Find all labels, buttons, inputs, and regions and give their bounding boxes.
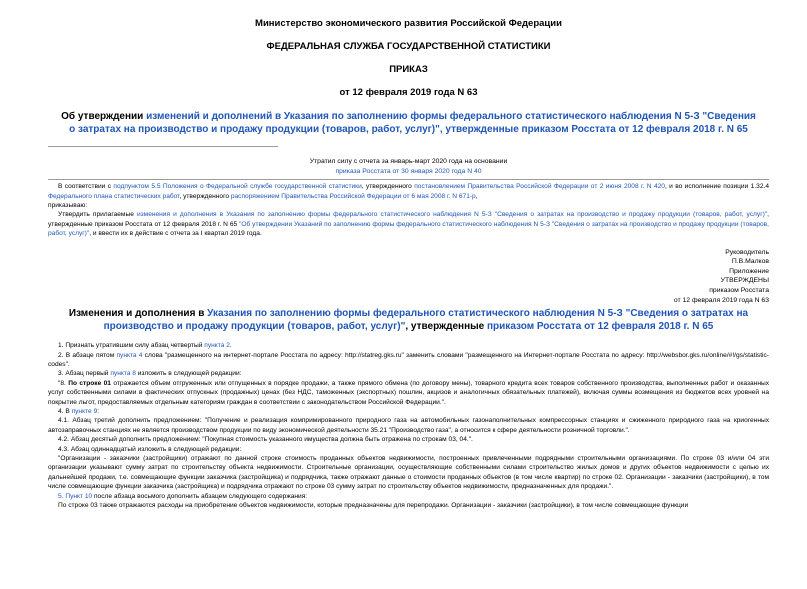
link-government-order[interactable]: распоряжением Правительства Российской Федерации от 6 мая 2008 г. N 671-р <box>230 192 476 200</box>
preamble-text: , и во исполнение позиции 1.32.4 <box>664 183 769 191</box>
appendix-label: Приложение <box>729 267 769 275</box>
item-text: 1. Признать утратившим силу абзац четвертый <box>58 342 205 350</box>
preamble-text: , <box>475 192 478 200</box>
link-point-9[interactable]: пункте 9 <box>71 408 98 416</box>
service-name: ФЕДЕРАЛЬНАЯ СЛУЖБА ГОСУДАРСТВЕННОЙ СТАТИСТИКИ <box>266 41 551 52</box>
item-text: "8. <box>58 379 69 387</box>
preamble-text: , утвержденного <box>361 183 415 191</box>
preamble <box>48 182 769 201</box>
item-text: после абзаца восьмого дополнить абзацем следующего содержания: <box>92 492 308 500</box>
link-regulation[interactable]: подпунктом 5.5 Положения о Федеральной службе государственной статистики <box>113 183 362 191</box>
status-note <box>48 157 769 176</box>
item-4-2: 4.2. Абзац десятый дополнить предложением: "Покупная стоимость указанного имущества должна быть отражена по строкам 03, 04.". <box>58 436 473 444</box>
signature-block <box>48 248 769 267</box>
item-text: 2. В абзаце пятом <box>58 351 117 359</box>
item-text: 3. Абзац первый <box>58 370 111 378</box>
document-title <box>48 110 769 136</box>
item-4-3-quote: "Организации - заказчики (застройщики) отражают по данной строке стоимость проданных объектов недвижимости, построенных привлеченными подрядными строительными организациями. По строке 03 и/или 04 эти организации указывают сумму затрат по строительству объекта недвижимости. Строительные организации, осуществляющие собственными силами строительство жилых домов и других объектов недвижимости с целью их дальнейшей продажи, т.е. совмещающие функции заказчика (застройщика) и подрядчика, также отражают данные о стоимости проданных объектов (в том числе квартир) по строке 02. Организации - заказчики (застройщики), в том числе совмещающие функции заказчика (застройщика) и подрядчика отражают по строке 03 сумму затрат по строительству объектов недвижимости, предназначенных для продажи.". <box>48 455 769 491</box>
status-note-link[interactable]: приказа Росстата от 30 января 2020 года N 40 <box>335 167 482 175</box>
link-point-2[interactable]: пункта 2 <box>204 342 230 350</box>
link-point-10[interactable]: 5. Пункт 10 <box>58 492 93 500</box>
item-text: . <box>229 342 232 350</box>
ministry-name: Министерство экономического развития Российской Федерации <box>255 18 562 29</box>
item-text: слова "размещенного на интернет-портале Росстата по адресу: http://statreg.gks.ru" заменить словами "размещенного на Интернет-портале Росстата по адресу: http://websbor.gks.ru/online/#!/gs/statistic-codes". <box>48 351 769 368</box>
link-point-8[interactable]: пункта 8 <box>110 370 136 378</box>
status-note-text: Утратил силу с отчета за январь-март 2020 года на основании <box>309 158 508 165</box>
changes-title <box>48 307 769 333</box>
item-5 <box>48 492 769 501</box>
link-point-4[interactable]: пункта 4 <box>116 351 143 359</box>
preamble-text: В соответствии с <box>58 183 114 191</box>
signature-name: П.В.Малков <box>731 258 769 266</box>
preamble-text: , утвержденного <box>179 192 231 200</box>
item-5-quote: По строке 03 также отражаются расходы на приобретение объектов недвижимости, которые предназначены для перепродажи. Организации - заказчики (застройщики), в том числе совмещающие функции <box>58 502 689 510</box>
appendix-order: приказом Росстата <box>709 287 769 294</box>
item-3 <box>48 369 769 378</box>
changes-title-link[interactable]: Указания по заполнению формы федерального статистического наблюдения N 5-З "Сведения о затратах на производство и продажу продукции (товаров, работ, услуг)" <box>103 308 749 333</box>
item-1 <box>48 341 769 350</box>
item-text: : <box>97 408 99 416</box>
item-2 <box>48 351 769 370</box>
item-text: изложить в следующей редакции: <box>135 370 242 378</box>
approve-text: , и ввести их в действие с отчета за I квартал 2019 года. <box>89 230 262 238</box>
link-order-65[interactable]: "Об утверждении Указаний по заполнению формы федерального статистического наблюдения N 5-З "Сведения о затратах на производство и продажу продукции (товаров, работ, услуг)" <box>48 220 769 238</box>
appendix-block <box>48 267 769 305</box>
changes-title-prefix: Изменения и дополнения в <box>68 308 208 320</box>
item-bold: По строке 01 <box>68 379 111 387</box>
changes-list <box>48 341 769 510</box>
changes-title-order-link[interactable]: приказом Росстата от 12 февраля 2018 г. N 65 <box>487 321 714 333</box>
title-link[interactable]: изменений и дополнений в Указания по заполнению формы федерального статистического наблюдения N 5-З "Сведения о затратах на производство и продажу продукции (товаров, работ, услуг)", утвержденные приказом Росстата от 12 февраля 2018 г. N 65 <box>69 111 756 135</box>
approve-text: , утвержденные приказом Росстата от 12 февраля 2018 г. N 65 <box>48 211 769 228</box>
appendix-date: от 12 февраля 2019 года N 63 <box>673 296 769 304</box>
changes-title-mid: , утвержденные <box>405 321 488 333</box>
item-4-1: 4.1. Абзац третий дополнить предложением: "Получение и реализация компримированного природного газа на автомобильных газонаполнительных компрессорных станциях и сжиженного природного газа на криогенных автозаправочных станциях не является производством продукции по виду экономической деятельности 35.21 "Производство газа", а относится к сфере деятельности розничной торговли.". <box>48 417 769 434</box>
signature-role: Руководитель <box>725 248 769 256</box>
item-text: отражается объем отгруженных или отпущенных в порядке продажи, а также прямого обмена (по договору мены), товарного кредита всех товаров собственного производства, выполненных работ и оказанных услуг собственными силами в фактических отпускных (продажных) ценах (без НДС, таможенных (экспортных) пошлин, акцизов и аналогичных обязательных платежей), включая суммы возмещения из бюджетов всех уровней на покрытие льгот, предоставляемых отдельным категориям граждан в соответствии с законодательством Российской Федерации.". <box>48 379 770 406</box>
doc-type: ПРИКАЗ <box>389 64 428 75</box>
orders-line: приказываю: <box>48 202 88 209</box>
item-text: 4. В <box>58 408 72 416</box>
item-4-3: 4.3. Абзац одиннадцатый изложить в следующей редакции: <box>58 445 242 453</box>
doc-date: от 12 февраля 2019 года N 63 <box>339 87 478 98</box>
title-prefix: Об утверждении <box>61 111 147 122</box>
link-government-resolution[interactable]: постановлением Правительства Российской Федерации от 2 июня 2008 г. N 420 <box>414 183 665 191</box>
approve-paragraph <box>48 210 769 238</box>
title-separator <box>48 146 278 147</box>
status-separator <box>48 179 769 180</box>
item-4 <box>48 407 769 416</box>
document-page <box>0 18 807 589</box>
link-changes[interactable]: изменения и дополнения в Указания по заполнению формы федерального статистического наблюдения N 5-З "Сведения о затратах на производство и продажу продукции (товаров, работ, услуг)" <box>136 211 768 219</box>
appendix-approved: УТВЕРЖДЕНЫ <box>720 277 769 285</box>
item-3-quote <box>48 379 769 407</box>
approve-text: Утвердить прилагаемые <box>58 211 137 219</box>
link-federal-plan[interactable]: Федерального плана статистических работ <box>48 192 180 200</box>
